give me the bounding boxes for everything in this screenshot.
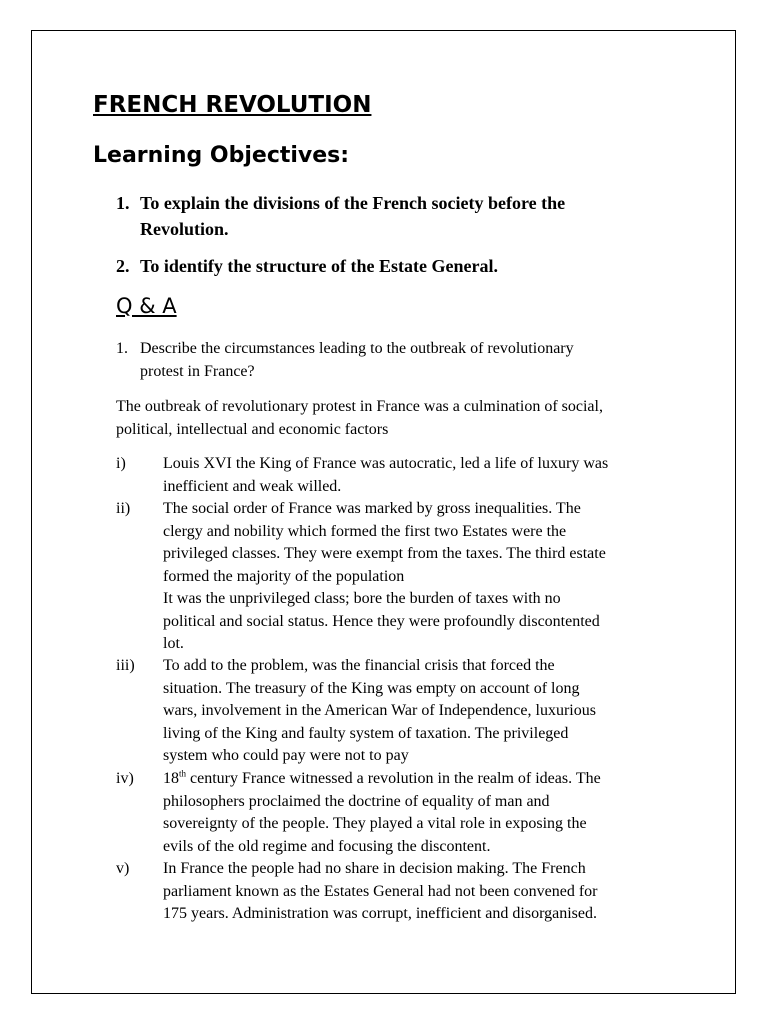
point-line: philosophers proclaimed the doctrine of equality of man and (163, 792, 550, 810)
point-line: living of the King and faulty system of taxation. The privileged (163, 724, 569, 742)
objectives-heading: Learning Objectives: (93, 143, 350, 168)
point-text (163, 858, 598, 926)
point-line-rest: century France witnessed a revolution in the realm of ideas. The (186, 770, 601, 787)
objective-number: 2. (116, 256, 130, 276)
point-line: lot. (163, 635, 184, 652)
point-line: sovereignty of the people. They played a vital role in exposing the (163, 815, 587, 832)
question-line: protest in France? (140, 362, 255, 380)
point-label: iv) (116, 770, 134, 787)
objective-text (140, 253, 498, 279)
ordinal-suffix: th (179, 768, 187, 779)
point-line: evils of the old regime and focusing the discontent. (163, 837, 491, 855)
question-text (140, 338, 574, 383)
point-line: system who could pay were not to pay (163, 747, 409, 764)
point-line: situation. The treasury of the King was empty on account of long (163, 679, 580, 697)
point-line: privileged classes. They were exempt from the taxes. The third estate (163, 545, 606, 562)
point-line: Louis XVI the King of France was autocratic, led a life of luxury was (163, 455, 609, 472)
point-line: It was the unprivileged class; bore the burden of taxes with no (163, 590, 561, 607)
objective-line: Revolution. (140, 219, 229, 239)
point-line (163, 768, 601, 791)
point-line: inefficient and weak willed. (163, 477, 342, 495)
point-line: wars, involvement in the American War of Independence, luxurious (163, 702, 596, 719)
qa-heading: Q & A (116, 294, 177, 318)
objective-text (140, 190, 565, 242)
point-line: clergy and nobility which formed the first two Estates were the (163, 522, 567, 540)
question-number: 1. (116, 340, 128, 357)
intro-line: The outbreak of revolutionary protest in France was a culmination of social, (116, 398, 603, 415)
point-text (163, 768, 601, 858)
century-number: 18 (163, 770, 179, 787)
point-line: formed the majority of the population (163, 567, 405, 585)
point-text (163, 655, 596, 768)
objective-line: To explain the divisions of the French society before the (140, 193, 566, 213)
point-label: ii) (116, 500, 131, 517)
point-line: To add to the problem, was the financial crisis that forced the (163, 657, 555, 674)
point-label: i) (116, 455, 126, 472)
point-text (163, 498, 606, 656)
answer-intro (116, 396, 603, 441)
intro-line: political, intellectual and economic factors (116, 420, 389, 438)
point-line: In France the people had no share in decision making. The French (163, 860, 586, 877)
question-line: Describe the circumstances leading to the outbreak of revolutionary (140, 340, 574, 357)
point-line: political and social status. Hence they were profoundly discontented (163, 612, 600, 630)
point-line: parliament known as the Estates General had not been convened for (163, 882, 598, 900)
point-text (163, 453, 608, 498)
point-label: iii) (116, 657, 135, 674)
objective-line: To identify the structure of the Estate General. (140, 256, 498, 276)
document-title: FRENCH REVOLUTION (93, 92, 372, 118)
point-line: The social order of France was marked by gross inequalities. The (163, 500, 581, 517)
objective-number: 1. (116, 193, 130, 213)
point-label: v) (116, 860, 130, 877)
point-line: 175 years. Administration was corrupt, inefficient and disorganised. (163, 905, 597, 922)
